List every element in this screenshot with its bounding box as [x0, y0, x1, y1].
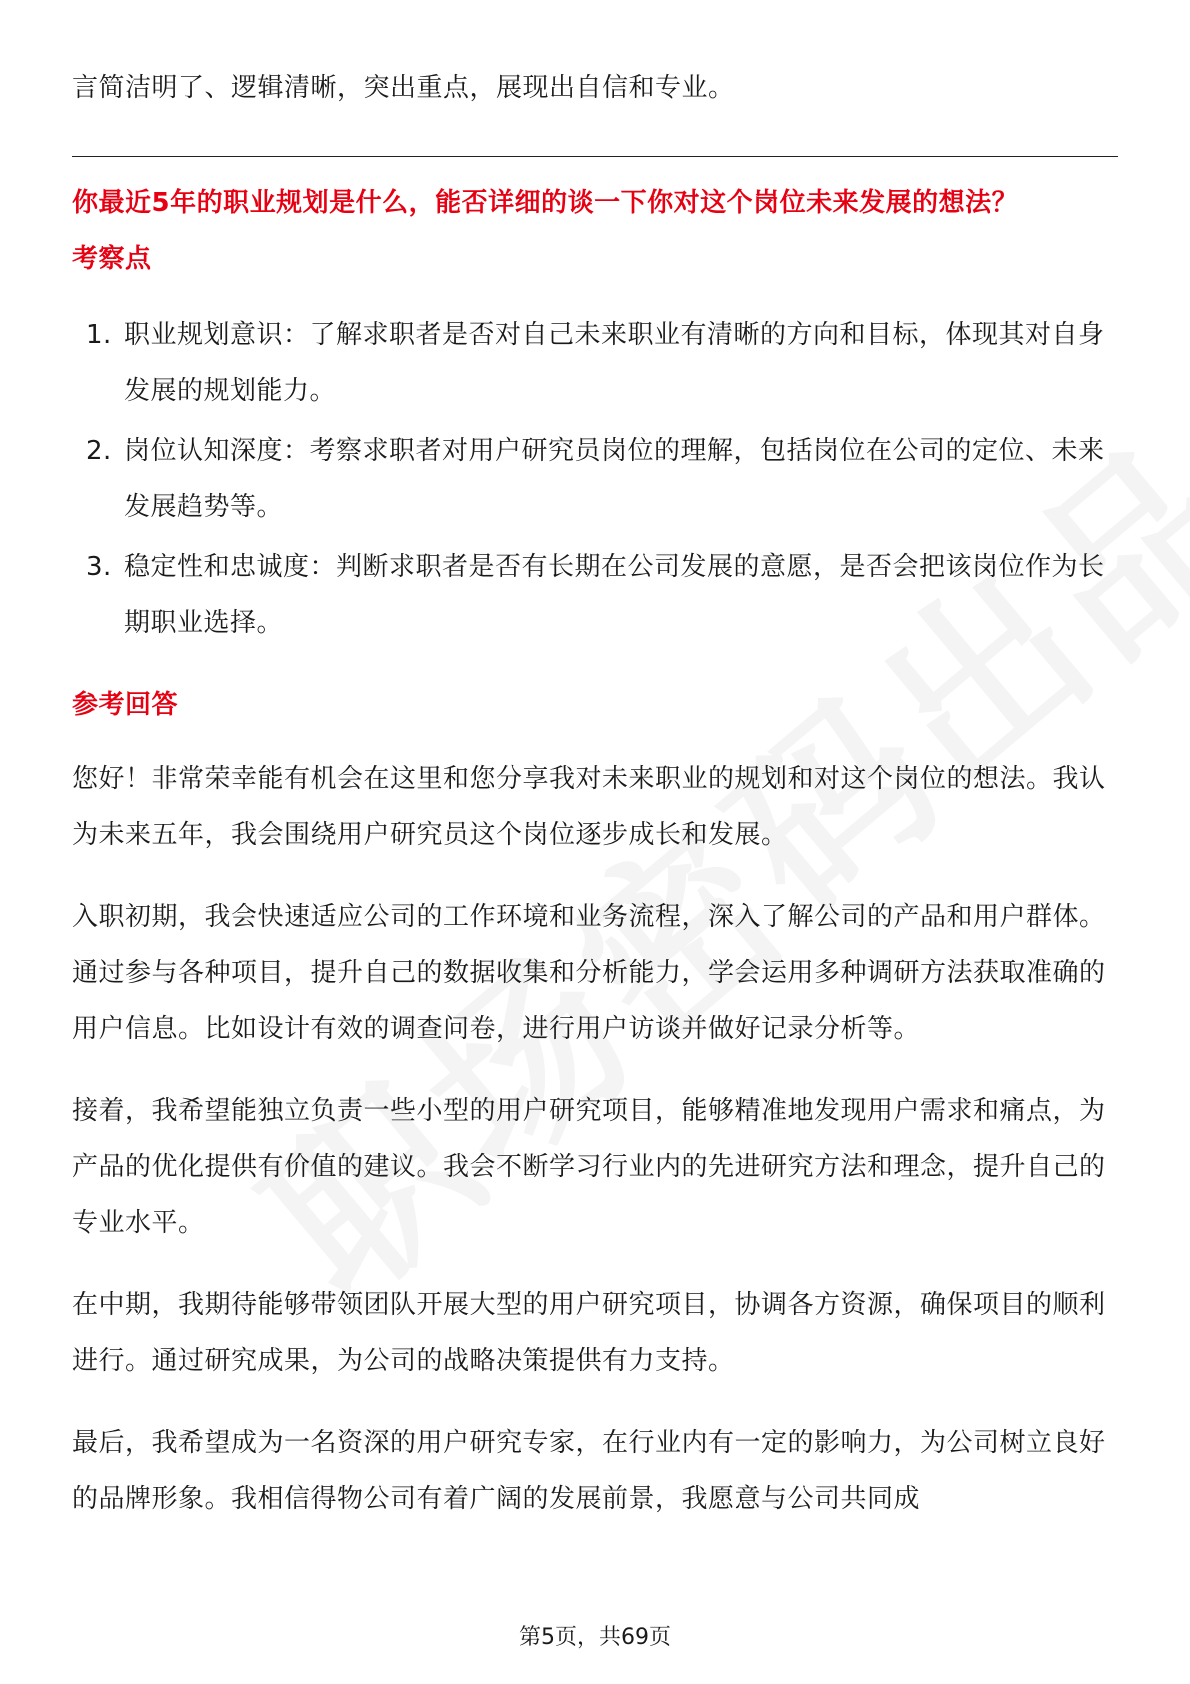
answer-paragraph: 接着，我希望能独立负责一些小型的用户研究项目，能够精准地发现用户需求和痛点，为产品的优化提供有价值的建议。我会不断学习行业内的先进研究方法和理念，提升自己的专业水平。: [72, 1096, 1106, 1238]
answer-paragraph: 您好！非常荣幸能有机会在这里和您分享我对未来职业的规划和对这个岗位的想法。我认为未来五年，我会围绕用户研究员这个岗位逐步成长和发展。: [72, 764, 1106, 850]
exam-point-item: [72, 539, 1118, 651]
exam-points-label: 考察点: [72, 244, 152, 274]
reference-answer-label: 参考回答: [72, 690, 179, 720]
answer-paragraph: 最后，我希望成为一名资深的用户研究专家，在行业内有一定的影响力，为公司树立良好的品牌形象。我相信得物公司有着广阔的发展前景，我愿意与公司共同成: [72, 1428, 1106, 1514]
exam-point-number: 3.: [86, 552, 112, 582]
intro-line: 言简洁明了、逻辑清晰，突出重点，展现出自信和专业。: [72, 73, 735, 103]
page-number-footer: 第5页，共69页: [519, 1625, 671, 1650]
reference-answer-body: [72, 751, 1118, 1527]
answer-paragraph: 在中期，我期待能够带领团队开展大型的用户研究项目，协调各方资源，确保项目的顺利进行。通过研究成果，为公司的战略决策提供有力支持。: [72, 1290, 1106, 1376]
section-divider: [72, 156, 1118, 157]
answer-paragraph: 入职初期，我会快速适应公司的工作环境和业务流程，深入了解公司的产品和用户群体。通过参与各种项目，提升自己的数据收集和分析能力，学会运用多种调研方法获取准确的用户信息。比如设计有效的调查问卷，进行用户访谈并做好记录分析等。: [72, 902, 1106, 1044]
exam-point-number: 2.: [86, 436, 112, 466]
exam-points-list: [72, 307, 1118, 651]
exam-point-item: [72, 423, 1118, 535]
exam-point-number: 1.: [86, 320, 112, 350]
question-heading: 你最近5年的职业规划是什么，能否详细的谈一下你对这个岗位未来发展的想法？: [72, 188, 1019, 218]
exam-point-text: 稳定性和忠诚度：判断求职者是否有长期在公司发展的意愿，是否会把该岗位作为长期职业选择。: [124, 552, 1105, 638]
exam-point-text: 岗位认知深度：考察求职者对用户研究员岗位的理解，包括岗位在公司的定位、未来发展趋势等。: [124, 436, 1105, 522]
page-content: [72, 60, 1118, 1527]
exam-point-item: [72, 307, 1118, 419]
exam-point-text: 职业规划意识：了解求职者是否对自己未来职业有清晰的方向和目标，体现其对自身发展的规划能力。: [124, 320, 1105, 406]
